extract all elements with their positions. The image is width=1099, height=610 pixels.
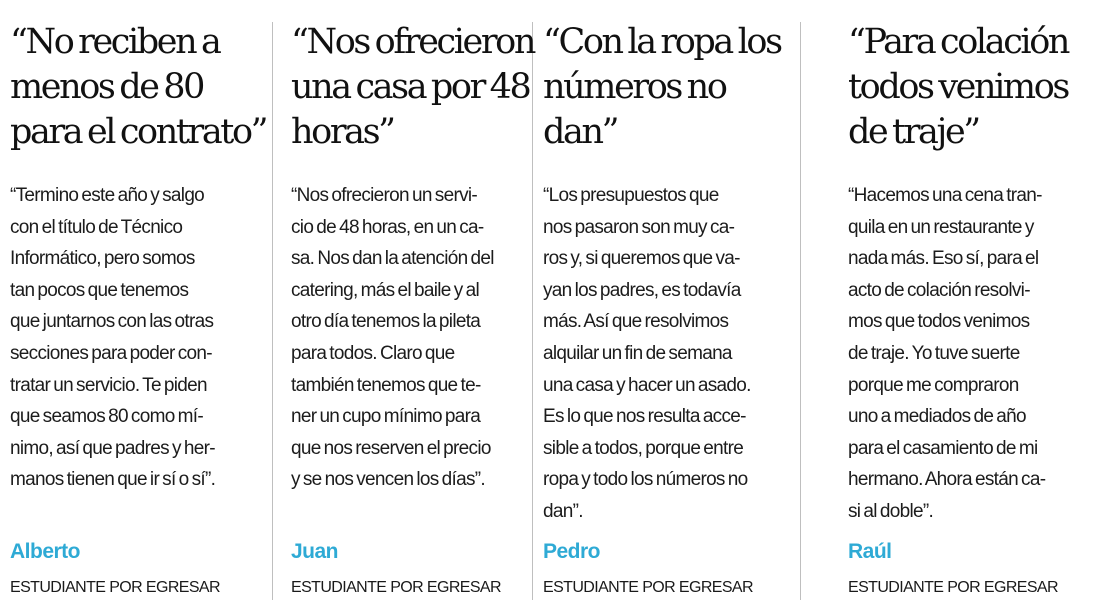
testimonial-column-juan — [291, 0, 534, 610]
headline-line: horas” — [291, 112, 394, 152]
testimonial-quote — [848, 180, 1045, 528]
quote-line: para todos. Claro que — [291, 342, 455, 364]
quote-line: sa. Nos dan la atención del — [291, 248, 494, 270]
quote-line: uno a mediados de año — [848, 406, 1026, 428]
person-role: ESTUDIANTE POR EGRESAR — [848, 579, 1058, 596]
quote-line: otro día tenemos la pileta — [291, 311, 481, 333]
quote-line: “Termino este año y salgo — [10, 185, 205, 206]
quote-line: catering, más el baile y al — [291, 279, 479, 301]
testimonial-quote — [10, 180, 215, 496]
quote-line: tan pocos que tenemos — [10, 279, 189, 301]
headline-line: “Nos ofrecieron — [291, 22, 534, 62]
quote-line: para el casamiento de mi — [848, 437, 1038, 459]
quote-line: sible a todos, porque entre — [543, 437, 744, 459]
headline-line: para el contrato” — [10, 112, 267, 152]
quote-line: Informático, pero somos — [10, 248, 195, 270]
quote-line: quila en un restaurante y — [848, 216, 1034, 238]
quote-line: ropa y todo los números no — [543, 469, 748, 491]
headline-line: “No reciben a — [10, 22, 220, 62]
headline-line: números no — [543, 67, 726, 107]
quote-line: de traje. Yo tuve suerte — [848, 342, 1020, 364]
person-role: ESTUDIANTE POR EGRESAR — [291, 579, 501, 596]
quote-line: “Hacemos una cena tran- — [848, 185, 1042, 206]
quote-line: nos pasaron son muy ca- — [543, 216, 735, 238]
quote-line: secciones para poder con- — [10, 342, 212, 364]
testimonial-headline — [543, 20, 781, 155]
quote-line: porque me compraron — [848, 374, 1019, 396]
quote-line: hermano. Ahora están ca- — [848, 469, 1046, 491]
quote-line: alquilar un fin de semana — [543, 342, 732, 364]
person-name: Alberto — [10, 540, 80, 563]
testimonial-column-raul — [848, 0, 1083, 610]
headline-line: “Con la ropa los — [543, 22, 781, 62]
quote-line: nada más. Eso sí, para el — [848, 248, 1039, 270]
quote-line: y se nos vencen los días”. — [291, 469, 485, 491]
quote-line: si al doble”. — [848, 500, 934, 522]
person-name: Pedro — [543, 540, 601, 563]
quote-line: que nos reserven el precio — [291, 437, 491, 459]
quote-line: una casa y hacer un asado. — [543, 374, 751, 396]
headline-line: todos venimos — [848, 67, 1068, 107]
testimonial-quote — [543, 180, 751, 528]
quote-line: cio de 48 horas, en un ca- — [291, 216, 484, 238]
testimonial-headline — [291, 20, 534, 155]
column-divider — [800, 22, 801, 600]
testimonial-column-pedro — [543, 0, 779, 610]
quote-line: yan los padres, es todavía — [543, 279, 741, 301]
quote-line: manos tienen que ir sí o sí”. — [10, 469, 216, 491]
quote-line: mos que todos venimos — [848, 311, 1030, 333]
person-role: ESTUDIANTE POR EGRESAR — [10, 579, 220, 596]
quote-line: acto de colación resolvi- — [848, 279, 1030, 301]
headline-line: “Para colación — [848, 22, 1069, 62]
quote-line: que seamos 80 como mí- — [10, 406, 203, 428]
quote-line: Es lo que nos resulta acce- — [543, 406, 746, 428]
headline-line: una casa por 48 — [291, 67, 530, 107]
testimonial-column-alberto — [10, 0, 267, 610]
testimonial-headline — [848, 20, 1068, 155]
quote-line: tratar un servicio. Te piden — [10, 374, 207, 396]
quote-line: dan”. — [543, 500, 583, 522]
testimonial-quote — [291, 180, 494, 496]
person-name: Raúl — [848, 540, 892, 563]
quote-line: “Los presupuestos que — [543, 185, 719, 206]
column-divider — [272, 22, 273, 600]
quote-line: que juntarnos con las otras — [10, 311, 214, 333]
headline-line: dan” — [543, 112, 618, 152]
quote-line: nimo, así que padres y her- — [10, 437, 215, 459]
headline-line: menos de 80 — [10, 67, 203, 107]
testimonial-headline — [10, 20, 266, 155]
person-role: ESTUDIANTE POR EGRESAR — [543, 579, 753, 596]
quote-line: ner un cupo mínimo para — [291, 406, 481, 428]
quote-line: “Nos ofrecieron un servi- — [291, 185, 478, 206]
headline-line: de traje” — [848, 112, 979, 152]
quote-line: ros y, si queremos que va- — [543, 248, 740, 270]
quote-line: con el título de Técnico — [10, 216, 183, 238]
quote-line: también tenemos que te- — [291, 374, 481, 396]
quote-line: más. Así que resolvimos — [543, 311, 729, 333]
person-name: Juan — [291, 540, 339, 563]
